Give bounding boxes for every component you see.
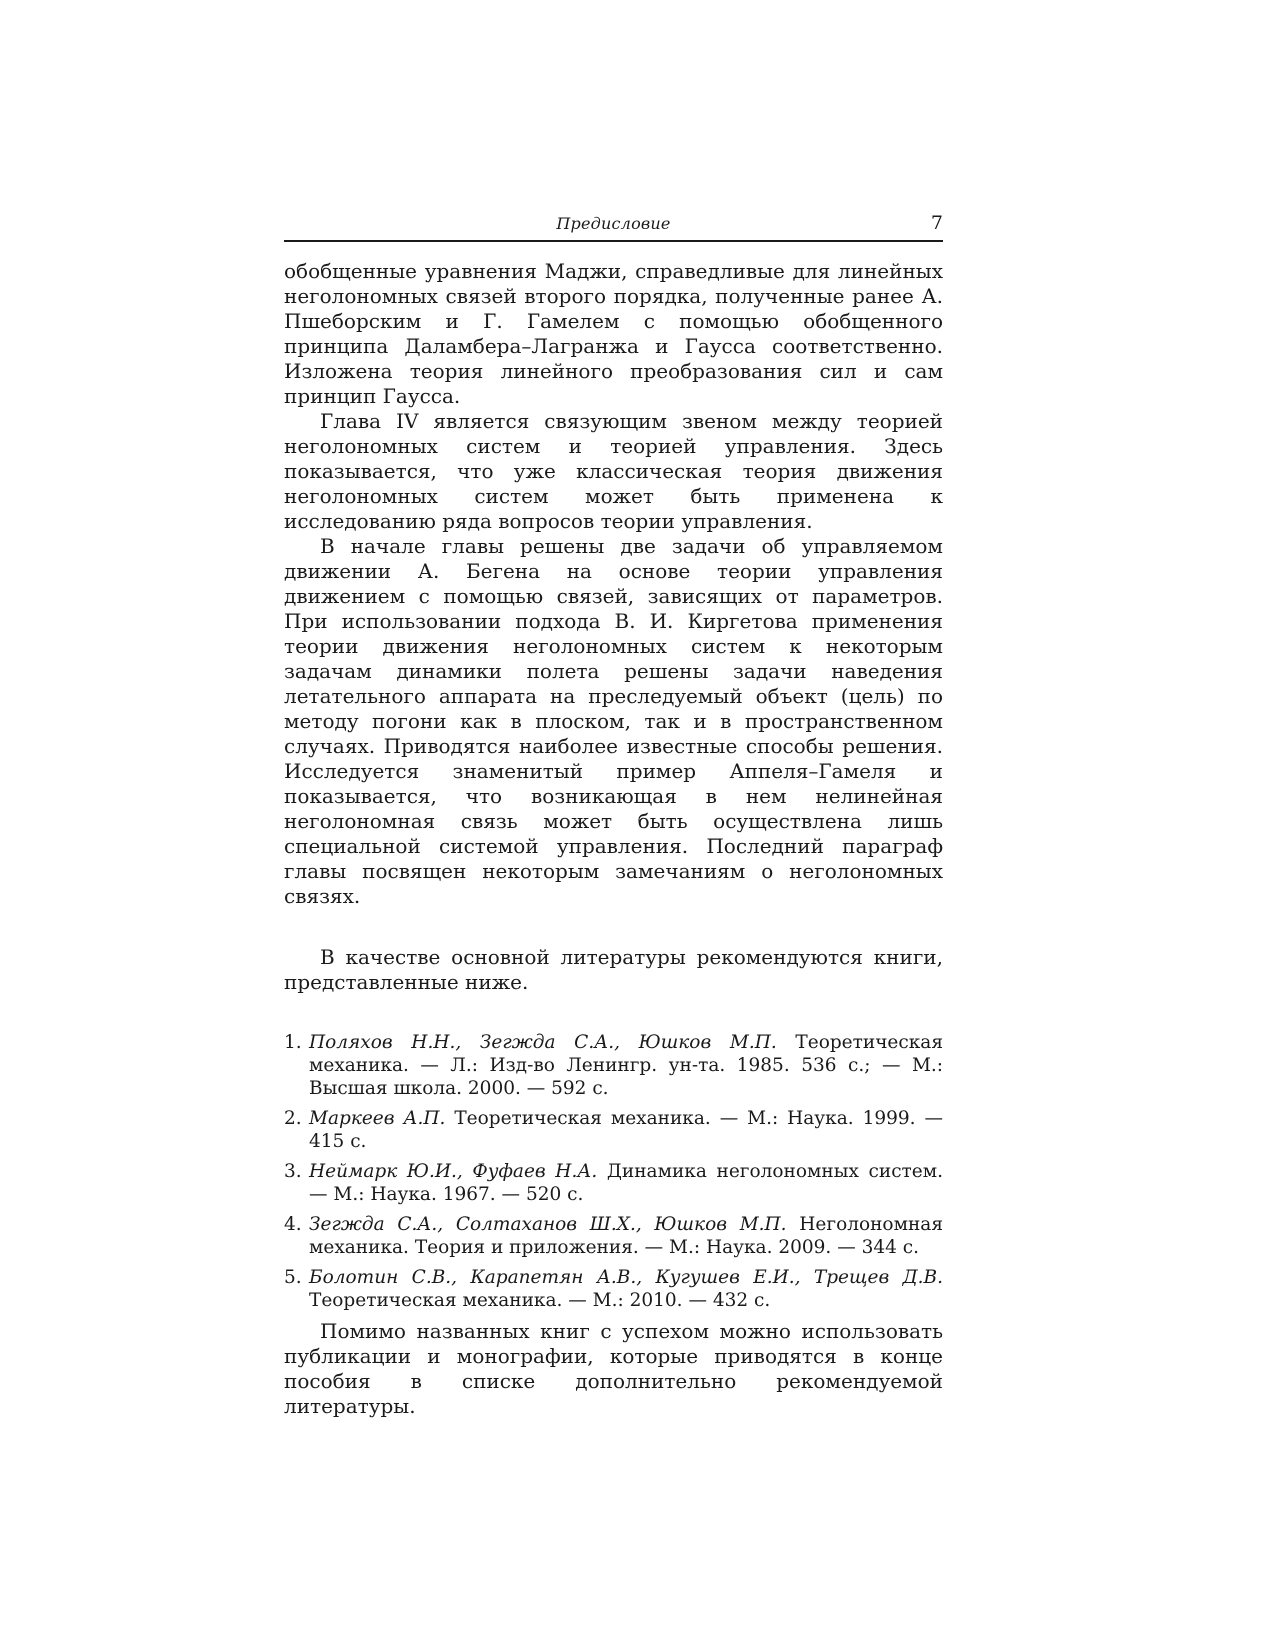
paragraph-chapter-iv: Глава IV является связующим звеном между теорией неголономных систем и теорией управления. Здесь показывается, что уже классическая теория движения неголономных систем может быть применена к исследованию ряда вопросов теории управления. [284,409,943,533]
reference-authors: Неймарк Ю.И., Фуфаев Н.А. [309,1161,598,1182]
reference-details: Динамика неголономных систем. — М.: Наука. 1967. — 520 с. [309,1161,944,1205]
reference-item [284,1107,943,1153]
reference-details: Теоретическая механика. — М.: 2010. — 432 с. [309,1290,771,1311]
reference-item [284,1160,943,1206]
reference-number: 3. [284,1161,302,1182]
book-page [284,212,943,1419]
reference-details: Неголономная механика. Теория и приложения. — М.: Наука. 2009. — 344 с. [309,1214,943,1258]
main-text [284,259,943,1419]
paragraph-chapter-start: В начале главы решены две задачи об управляемом движении А. Бегена на основе теории управления движением с помощью связей, зависящих от параметров. При использовании подхода В. И. Киргетова применения теории движения неголономных систем к некоторым задачам динамики полета решены задачи наведения летательного аппарата на преследуемый объект (цель) по методу погони как в плоском, так и в пространственном случаях. Приводятся наиболее известные способы решения. Исследуется знаменитый пример Аппеля–Гамеля и показывается, что возникающая в нем нелинейная неголономная связь может быть осуществлена лишь специальной системой управления. Последний параграф главы посвящен некоторым замечаниям о неголономных связях. [284,534,943,908]
reference-number: 4. [284,1214,302,1235]
reference-authors: Зегжда С.А., Солтаханов Ш.Х., Юшков М.П. [309,1214,787,1235]
reference-details: Теоретическая механика. — М.: Наука. 1999. — 415 с. [309,1108,943,1152]
running-title: Предисловие [556,214,671,233]
section-spacer [284,909,943,945]
running-header [284,212,943,242]
reference-number: 5. [284,1267,302,1288]
reference-authors: Поляхов Н.Н., Зегжда С.А., Юшков М.П. [309,1032,777,1053]
page-number: 7 [930,212,943,234]
paragraph-literature-intro: В качестве основной литературы рекомендуются книги, представленные ниже. [284,945,943,994]
reference-item [284,1031,943,1100]
reference-number: 2. [284,1108,302,1129]
reference-authors: Болотин С.В., Карапетян А.В., Кугушев Е.И., Трещев Д.В. [309,1267,943,1288]
reference-authors: Маркеев А.П. [309,1108,446,1129]
reference-details: Теоретическая механика. — Л.: Изд-во Ленингр. ун-та. 1985. 536 с.; — М.: Высшая школа. 2000. — 592 с. [309,1032,943,1099]
paragraph-closing: Помимо названных книг с успехом можно использовать публикации и монографии, которые приводятся в конце пособия в списке дополнительно рекомендуемой литературы. [284,1319,943,1418]
reference-number: 1. [284,1032,302,1053]
reference-item [284,1213,943,1259]
reference-list [284,1031,943,1312]
paragraph-continuation: обобщенные уравнения Маджи, справедливые для линейных неголономных связей второго порядка, полученные ранее А. Пшеборским и Г. Гамелем с помощью обобщенного принципа Даламбера–Лагранжа и Гаусса соответственно. Изложена теория линейного преобразования сил и сам принцип Гаусса. [284,259,943,408]
reference-item [284,1266,943,1312]
